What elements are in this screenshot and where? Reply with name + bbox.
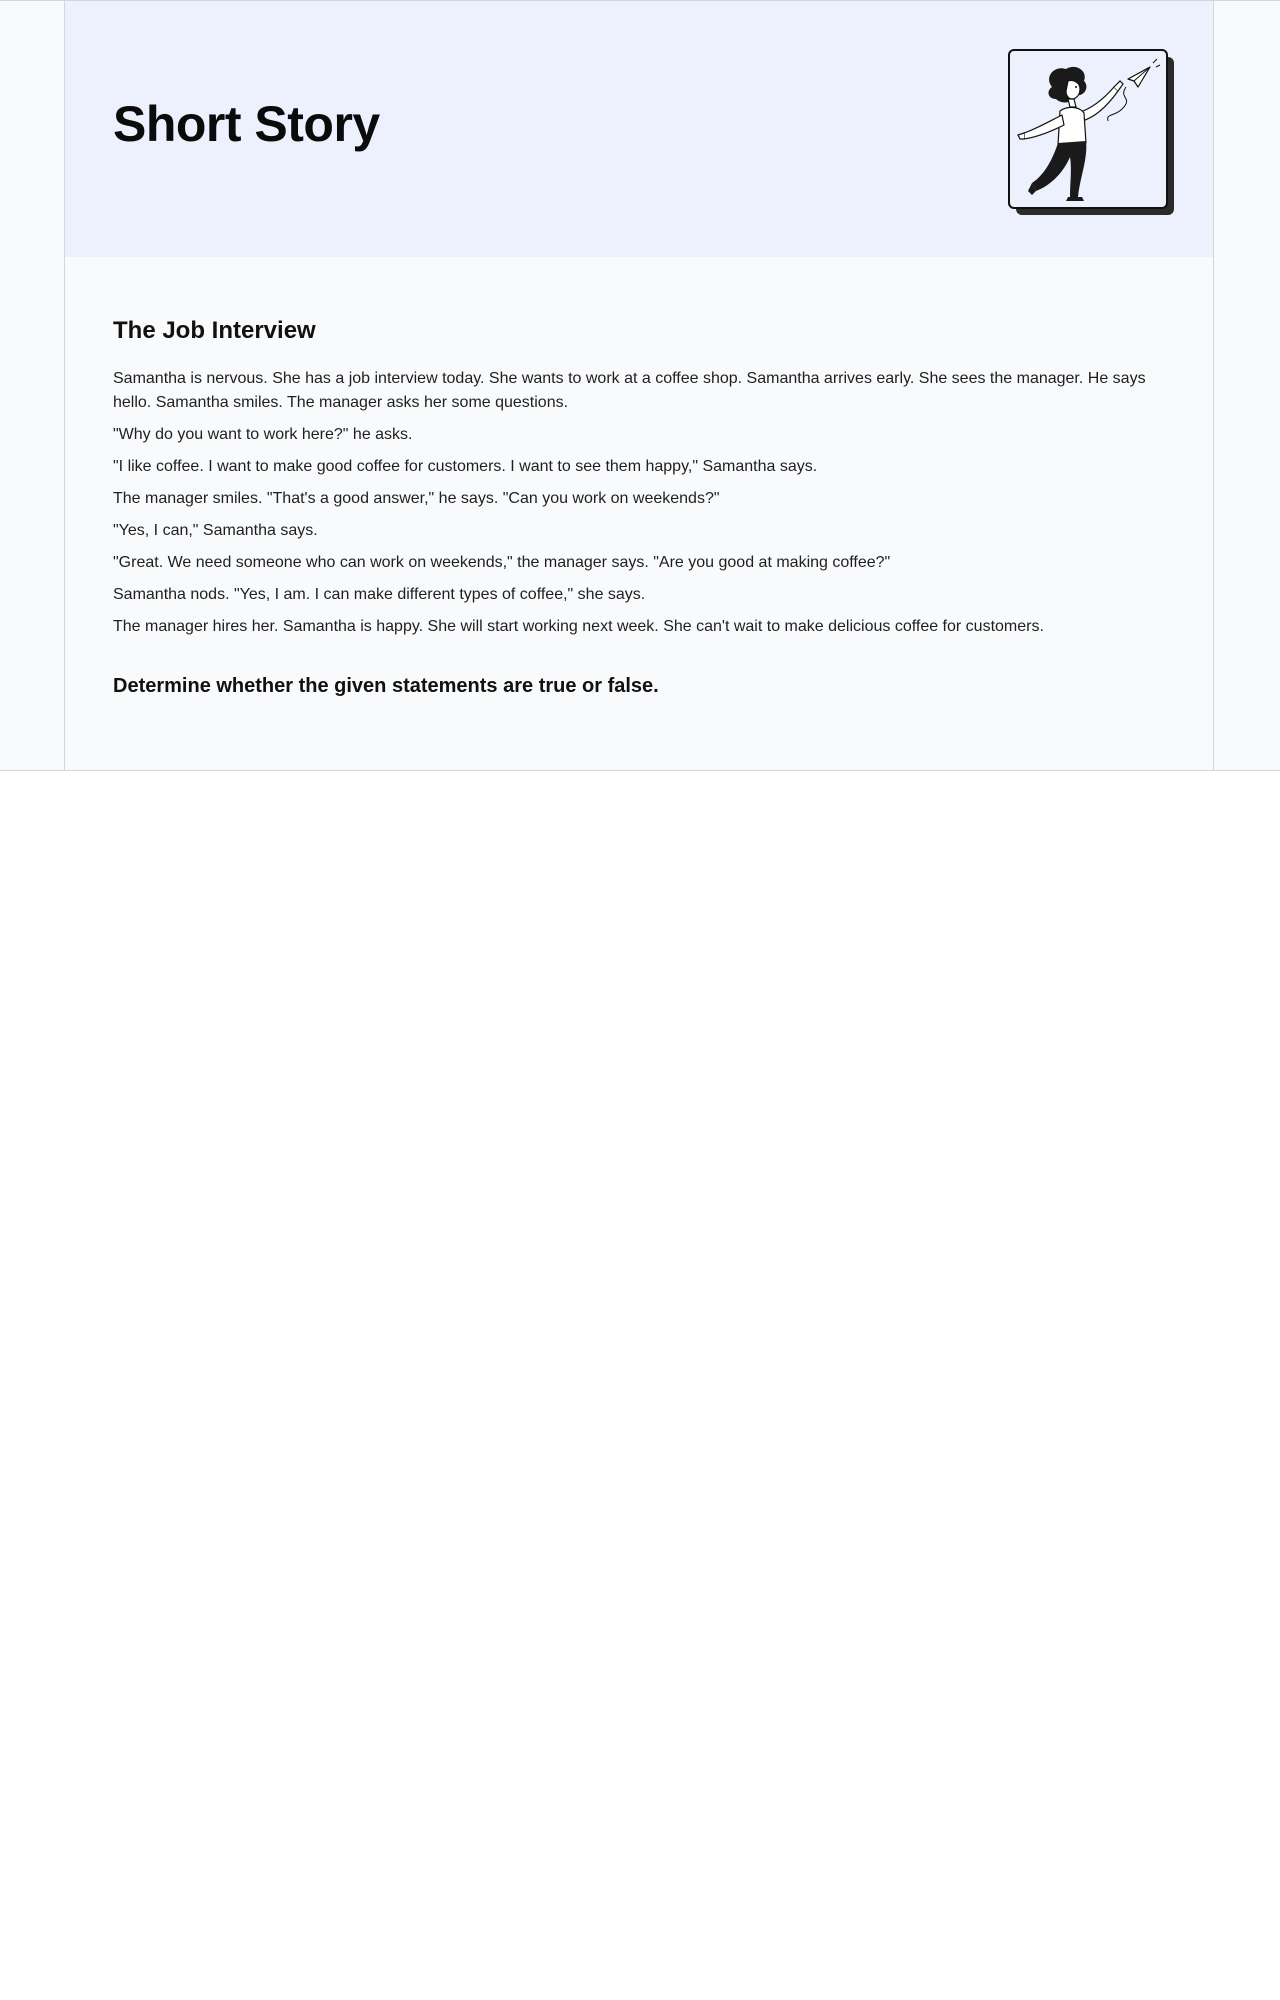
story-paragraph: "Why do you want to work here?" he asks. [113,426,413,443]
story-paragraph: "Great. We need someone who can work on weekends," the manager says. "Are you good at making coffee?" [113,554,891,571]
header-band [0,0,1280,258]
story-paragraph: "Yes, I can," Samantha says. [113,522,318,539]
story-paragraph: "I like coffee. I want to make good coffee for customers. I want to see them happy," Samantha says. [113,458,818,475]
story-paragraph: Samantha nods. "Yes, I am. I can make different types of coffee," she says. [113,586,646,603]
story-column [64,257,1214,770]
story-paragraph: The manager hires her. Samantha is happy. She will start working next week. She can't wait to make delicious coffee for customers. [113,618,1044,635]
story-paragraph: The manager smiles. "That's a good answer," he says. "Can you work on weekends?" [113,490,720,507]
page-title: Short Story [113,96,380,152]
story-content [113,317,1163,698]
header-illustration [1008,49,1168,209]
story-band [0,257,1280,771]
exercise-instruction: Determine whether the given statements are true or false. [113,675,659,697]
header-column [64,1,1214,257]
illustration-frame [1008,49,1168,209]
woman-throwing-paper-plane-icon [1010,51,1166,207]
story-paragraph: Samantha is nervous. She has a job interview today. She wants to work at a coffee shop. Samantha arrives early. She sees the manager. He says hello. Samantha smiles. The manager asks her some questions. [113,370,1146,411]
story-title: The Job Interview [113,317,316,344]
